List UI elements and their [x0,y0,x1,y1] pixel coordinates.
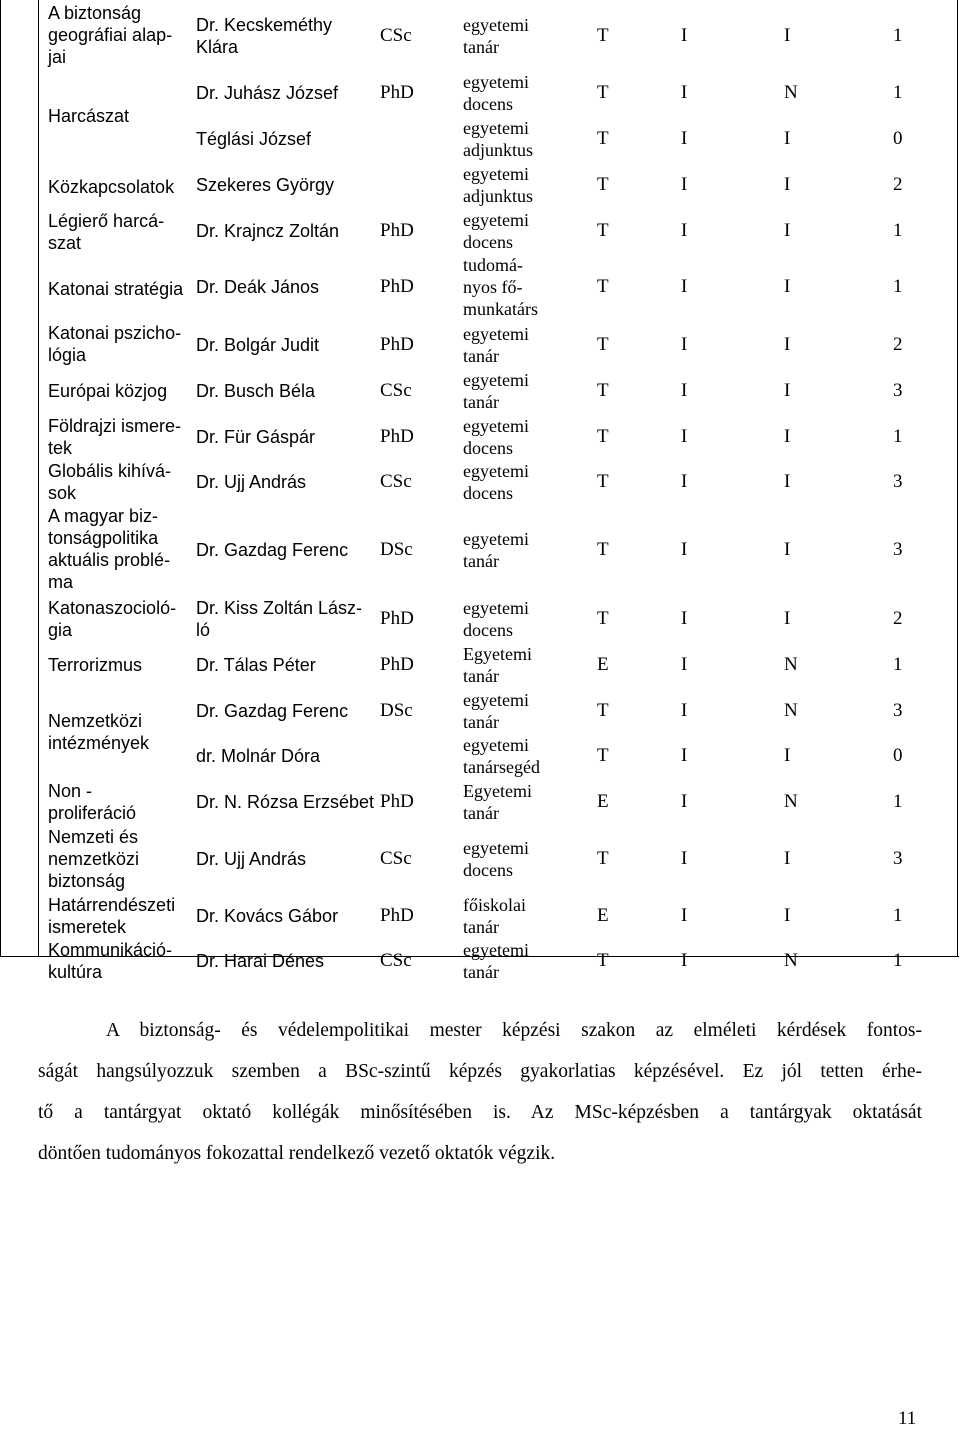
code-col4-cell: 1 [893,905,903,926]
position-cell [463,734,573,778]
subject-cell-line: A biztonság [48,3,142,23]
code-col1-cell: T [597,82,609,103]
lecturer-name-cell [196,82,376,104]
position-cell-line: tanársegéd [463,757,540,777]
degree-cell: DSc [380,700,413,721]
lecturer-name-cell-line: Dr. Kiss Zoltán Lász- [196,598,363,618]
body-paragraph [38,1010,922,1174]
code-col4-cell: 1 [893,25,903,46]
code-col2-cell: I [681,426,688,447]
code-col4-cell: 0 [893,128,903,149]
degree-cell: CSc [380,848,412,869]
position-cell-line: tanár [463,666,499,686]
subject-cell [48,105,188,127]
position-cell [463,254,573,320]
position-cell-line: egyetemi [463,416,529,436]
code-col2-cell: I [681,745,688,766]
code-col4-cell: 3 [893,471,903,492]
position-cell-line: tanár [463,392,499,412]
code-col2-cell: I [681,334,688,355]
subject-cell [48,826,188,892]
lecturer-name-cell [196,905,376,927]
subject-cell-line: tek [48,438,73,458]
subject-cell-line: Non - [48,781,93,801]
lecturer-name-cell [196,950,376,972]
position-cell-line: egyetemi [463,324,529,344]
position-cell [463,163,573,207]
code-col4-cell: 0 [893,745,903,766]
lecturer-name-cell [196,380,376,402]
code-col4-cell: 3 [893,539,903,560]
subject-cell [48,278,188,300]
subject-cell [48,2,188,68]
degree-cell: PhD [380,82,414,103]
degree-cell: PhD [380,276,414,297]
subject-cell-line: lógia [48,345,87,365]
subject-cell [48,597,188,641]
code-col3-cell: I [784,25,791,46]
subject-cell-line: Légierő harcá- [48,211,165,231]
page-number: 11 [898,1408,917,1429]
code-col2-cell: I [681,25,688,46]
lecturer-name-cell-line: ló [196,620,211,640]
lecturer-name-cell-line: Szekeres György [196,175,335,195]
code-col3-cell: I [784,276,791,297]
subject-cell-line: aktuális problé- [48,550,171,570]
position-cell-line: docens [463,860,513,880]
position-cell-line: adjunktus [463,140,533,160]
code-col4-cell: 2 [893,174,903,195]
lecturer-name-cell [196,745,376,767]
position-cell-line: egyetemi [463,461,529,481]
code-col3-cell: I [784,128,791,149]
degree-cell: PhD [380,608,414,629]
subject-cell-line: geográfiai alap- [48,25,173,45]
position-cell-line: egyetemi [463,15,529,35]
code-col1-cell: T [597,276,609,297]
position-cell-line: tanár [463,37,499,57]
code-col1-cell: T [597,848,609,869]
subject-cell-line: gia [48,620,73,640]
code-col1-cell: E [597,654,609,675]
lecturer-name-cell-line: Dr. Gazdag Ferenc [196,701,349,721]
position-cell-line: docens [463,483,513,503]
code-col1-cell: E [597,791,609,812]
code-col4-cell: 1 [893,276,903,297]
position-cell-line: tanár [463,803,499,823]
paragraph-line: tő a tantárgyat oktató kollégák minősítésében is. Az MSc-képzésben a tantárgyak oktatását [38,1102,922,1123]
code-col3-cell: I [784,848,791,869]
subject-cell-line: Globális kihívá- [48,461,172,481]
position-cell-line: egyetemi [463,164,529,184]
lecturer-name-cell [196,848,376,870]
code-col3-cell: N [784,791,798,812]
lecturer-name-cell-line: Dr. Ujj András [196,849,307,869]
lecturer-name-cell [196,471,376,493]
code-col1-cell: T [597,128,609,149]
code-col2-cell: I [681,905,688,926]
lecturer-name-cell-line: dr. Molnár Dóra [196,746,321,766]
paragraph-line: A biztonság- és védelempolitikai mester képzési szakon az elméleti kérdések fontos- [106,1020,922,1041]
code-col3-cell: N [784,700,798,721]
position-cell-line: adjunktus [463,186,533,206]
code-col3-cell: N [784,950,798,971]
code-col3-cell: I [784,539,791,560]
code-col2-cell: I [681,950,688,971]
subject-cell-line: Nemzetközi [48,711,143,731]
lecturer-name-cell-line: Dr. Ujj András [196,472,307,492]
position-cell-line: egyetemi [463,529,529,549]
subject-cell [48,505,188,593]
subject-cell-line: proliferáció [48,803,137,823]
code-col2-cell: I [681,791,688,812]
degree-cell: PhD [380,791,414,812]
lecturer-name-cell [196,426,376,448]
code-col4-cell: 1 [893,220,903,241]
lecturer-name-cell [196,700,376,722]
subject-cell-line: ma [48,572,74,592]
code-col1-cell: E [597,905,609,926]
lecturer-name-cell-line: Klára [196,37,239,57]
degree-cell: PhD [380,905,414,926]
code-col2-cell: I [681,128,688,149]
subject-cell [48,415,188,459]
code-col2-cell: I [681,82,688,103]
subject-cell-line: Kommunikáció- [48,940,173,960]
position-cell-line: egyetemi [463,690,529,710]
position-cell [463,14,573,58]
position-cell [463,597,573,641]
degree-cell: CSc [380,380,412,401]
position-cell-line: Egyetemi [463,781,532,801]
position-cell [463,369,573,413]
subject-cell-line: intézmények [48,733,150,753]
code-col2-cell: I [681,539,688,560]
position-cell [463,780,573,824]
subject-cell-line: Katonaszocioló- [48,598,177,618]
degree-cell: PhD [380,220,414,241]
lecturer-name-cell-line: Dr. Gazdag Ferenc [196,540,349,560]
code-col2-cell: I [681,276,688,297]
subject-cell [48,939,188,983]
position-cell [463,415,573,459]
code-col1-cell: T [597,220,609,241]
degree-cell: CSc [380,25,412,46]
subject-cell [48,210,188,254]
subject-cell [48,780,188,824]
lecturer-name-cell [196,334,376,356]
position-cell-line: egyetemi [463,940,529,960]
position-cell-line: egyetemi [463,210,529,230]
table-left-border [0,0,1,957]
subject-cell-line: sok [48,483,77,503]
position-cell-line: egyetemi [463,735,529,755]
code-col4-cell: 2 [893,334,903,355]
code-col2-cell: I [681,471,688,492]
code-col3-cell: I [784,471,791,492]
code-col1-cell: T [597,380,609,401]
paragraph-line: ságát hangsúlyozzuk szemben a BSc-szintű képzés gyakorlatias képzésével. Ez jól tetten érhe- [38,1061,922,1082]
subject-cell-line: A magyar biz- [48,506,159,526]
code-col4-cell: 1 [893,426,903,447]
lecturer-name-cell-line: Dr. Kovács Gábor [196,906,339,926]
lecturer-name-cell-line: Dr. Juhász József [196,83,339,103]
code-col3-cell: I [784,745,791,766]
subject-cell [48,380,188,402]
code-col4-cell: 3 [893,380,903,401]
code-col4-cell: 3 [893,848,903,869]
code-col3-cell: N [784,82,798,103]
subject-cell-line: jai [48,47,67,67]
code-col1-cell: T [597,700,609,721]
subject-cell-line: Harcászat [48,106,130,126]
subject-cell-line: tonságpolitika [48,528,159,548]
code-col2-cell: I [681,654,688,675]
code-col2-cell: I [681,848,688,869]
subject-cell-line: Földrajzi ismere- [48,416,182,436]
position-cell [463,117,573,161]
position-cell-line: nyos fő- [463,277,523,297]
position-cell-line: Egyetemi [463,644,532,664]
position-cell [463,894,573,938]
code-col3-cell: I [784,334,791,355]
subject-cell-line: ismeretek [48,917,127,937]
degree-cell: CSc [380,471,412,492]
position-cell-line: egyetemi [463,598,529,618]
position-cell-line: egyetemi [463,370,529,390]
degree-cell: PhD [380,654,414,675]
code-col2-cell: I [681,608,688,629]
position-cell-line: tanár [463,346,499,366]
position-cell [463,689,573,733]
degree-cell: PhD [380,426,414,447]
subject-cell [48,322,188,366]
position-cell-line: docens [463,94,513,114]
lecturer-name-cell [196,654,376,676]
position-cell-line: egyetemi [463,118,529,138]
lecturer-name-cell-line: Dr. Busch Béla [196,381,316,401]
code-col4-cell: 2 [893,608,903,629]
subject-cell-line: biztonság [48,871,126,891]
position-cell [463,643,573,687]
subject-cell [48,894,188,938]
subject-cell-line: szat [48,233,82,253]
position-cell [463,939,573,983]
position-cell [463,837,573,881]
position-cell-line: egyetemi [463,838,529,858]
position-cell-line: tanár [463,962,499,982]
subject-cell-line: Terrorizmus [48,655,143,675]
subject-cell-line: Nemzeti és [48,827,139,847]
position-cell [463,460,573,504]
code-col3-cell: N [784,654,798,675]
lecturer-name-cell-line: Dr. Kecskeméthy [196,15,333,35]
code-col1-cell: T [597,174,609,195]
code-col4-cell: 1 [893,82,903,103]
position-cell-line: munkatárs [463,299,538,319]
code-col1-cell: T [597,471,609,492]
code-col3-cell: I [784,426,791,447]
position-cell-line: tanár [463,712,499,732]
lecturer-name-cell [196,539,376,561]
lecturer-name-cell-line: Dr. Für Gáspár [196,427,316,447]
position-cell-line: docens [463,438,513,458]
code-col4-cell: 1 [893,654,903,675]
position-cell-line: tanár [463,551,499,571]
code-col2-cell: I [681,380,688,401]
code-col1-cell: T [597,745,609,766]
lecturer-name-cell [196,174,376,196]
code-col1-cell: T [597,334,609,355]
lecturer-name-cell [196,791,376,813]
code-col1-cell: T [597,539,609,560]
code-col3-cell: I [784,220,791,241]
lecturer-name-cell-line: Dr. Harai Dénes [196,951,325,971]
lecturer-name-cell [196,14,376,58]
code-col2-cell: I [681,174,688,195]
lecturer-name-cell [196,276,376,298]
degree-cell: PhD [380,334,414,355]
code-col1-cell: T [597,950,609,971]
subject-cell-line: Közkapcsolatok [48,177,175,197]
subject-cell-line: Katonai stratégia [48,279,184,299]
subject-cell [48,176,188,198]
lecturer-name-cell [196,220,376,242]
subject-cell [48,460,188,504]
position-cell [463,71,573,115]
code-col4-cell: 1 [893,950,903,971]
subject-cell-line: kultúra [48,962,103,982]
subject-cell-line: Európai közjog [48,381,168,401]
lecturer-name-cell [196,597,376,641]
position-cell-line: főiskolai [463,895,526,915]
position-cell-line: docens [463,232,513,252]
lecturer-name-cell-line: Dr. Krajncz Zoltán [196,221,340,241]
position-cell [463,528,573,572]
position-cell-line: tanár [463,917,499,937]
subject-cell-line: nemzetközi [48,849,140,869]
lecturer-name-cell-line: Téglási József [196,129,312,149]
code-col3-cell: I [784,174,791,195]
code-col1-cell: T [597,426,609,447]
subject-cell-line: Határrendészeti [48,895,176,915]
paragraph-line: döntően tudományos fokozattal rendelkező vezető oktatók végzik. [38,1143,556,1164]
degree-cell: DSc [380,539,413,560]
lecturer-name-cell-line: Dr. Bolgár Judit [196,335,320,355]
position-cell-line: tudomá- [463,255,523,275]
lecturer-name-cell-line: Dr. Deák János [196,277,320,297]
subject-cell [48,654,188,676]
degree-cell: CSc [380,950,412,971]
lecturer-name-cell-line: Dr. N. Rózsa Erzsébet [196,792,375,812]
code-col2-cell: I [681,220,688,241]
subject-cell-line: Katonai pszicho- [48,323,182,343]
code-col1-cell: T [597,608,609,629]
code-col3-cell: I [784,905,791,926]
position-cell [463,323,573,367]
lecturer-name-cell [196,128,376,150]
lecturer-name-cell-line: Dr. Tálas Péter [196,655,316,675]
position-cell-line: docens [463,620,513,640]
subject-cell [48,710,188,754]
code-col3-cell: I [784,608,791,629]
code-col3-cell: I [784,380,791,401]
code-col1-cell: T [597,25,609,46]
position-cell [463,209,573,253]
code-col4-cell: 3 [893,700,903,721]
position-cell-line: egyetemi [463,72,529,92]
code-col2-cell: I [681,700,688,721]
code-col4-cell: 1 [893,791,903,812]
